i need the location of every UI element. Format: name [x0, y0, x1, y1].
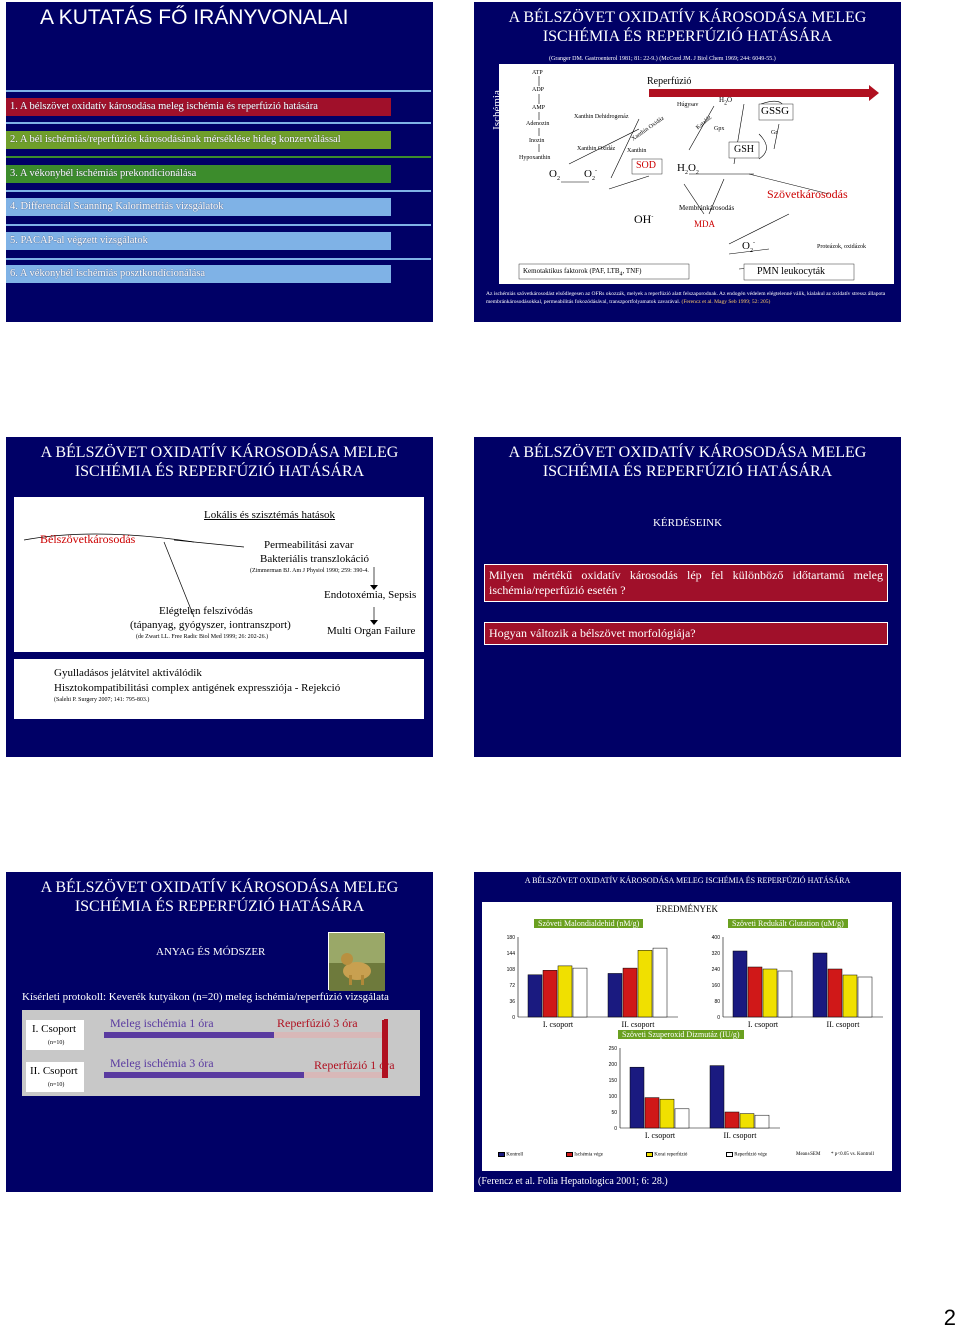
methods-heading: ANYAG ÉS MÓDSZER: [156, 946, 266, 958]
bar-0-1: [813, 953, 827, 1017]
results-panel: [482, 916, 892, 1171]
tick-label: 150: [608, 1078, 617, 1084]
bar-1-1: [623, 968, 637, 1017]
results-heading: EREDMÉNYEK: [482, 902, 892, 916]
mda-chart: [492, 931, 682, 1031]
topic-1: 1. A bélszövet oxidatív károsodása meleg ischémia és reperfúzió hatására: [6, 98, 391, 116]
slide-title-line1: A BÉLSZÖVET OXIDATÍV KÁROSODÁSA MELEG: [508, 9, 867, 26]
sod-chart: [594, 1042, 784, 1142]
g1-ischemia-bar: [104, 1032, 274, 1038]
bar-3-0: [573, 968, 587, 1017]
dezwart-ref: (de Zwart LL. Free Radic Biol Med 1999; 26: 202-26.): [136, 634, 269, 640]
gr-label: Gr: [771, 130, 778, 136]
group-1-box: [26, 1020, 84, 1050]
group-2-n: (n=10): [48, 1082, 65, 1088]
results-reference: (Ferencz et al. Folia Hepatologica 2001; 6: 28.): [478, 1176, 668, 1187]
explanation-text: Az ischémiás szövetkárosodást elsődlegesen az OFRs okozzák, melyek a reperfúzió alatt felszaporodnak. Az endogén védelem elégtelenné válik, kialakul az oxidatív stressz állapota membránkárosodásokkal, permeabilitás fokozódásával, transzportfolyamatok zavarával. (Ferencz et al. Magy Seb 1999; 52: 205): [486, 291, 886, 305]
xdh-label: Xanthin Dehidrogenáz: [574, 114, 629, 120]
superoxide-label: $O_2^-$: [584, 168, 597, 183]
adenosine-label: Adenozin: [526, 121, 550, 127]
arrow-icon: [609, 176, 649, 189]
group-1-label: I. Csoport: [32, 1023, 76, 1035]
water-label: $H_2O$: [719, 96, 733, 107]
bar-0-1: [608, 973, 622, 1017]
dog-icon: [329, 933, 385, 991]
g2-ischemia-label: Meleg ischémia 3 óra: [110, 1056, 214, 1070]
slide-questions: [474, 437, 901, 757]
category-label: II. csoport: [723, 1131, 757, 1140]
group-2-box: [26, 1062, 84, 1092]
slide-title-line1: A BÉLSZÖVET OXIDATÍV KÁROSODÁSA MELEG: [40, 444, 399, 461]
group-1-n: (n=10): [48, 1040, 65, 1046]
slide-title-line2: ISCHÉMIA ÉS REPERFÚZIÓ HATÁSÁRA: [74, 898, 365, 915]
category-label: I. csoport: [644, 1131, 676, 1140]
tick-label: 72: [509, 983, 515, 989]
divider: [6, 224, 431, 226]
chemotactic-label: Kemotaktikus faktorok (PAF, $LTB_4$, TNF): [523, 267, 642, 278]
slide-title: A KUTATÁS FŐ IRÁNYVONALAI: [40, 6, 349, 29]
inflammation-label: Gyulladásos jelátvitel aktiválódik: [54, 667, 202, 679]
g1-ischemia-label: Meleg ischémia 1 óra: [110, 1016, 214, 1030]
ischemia-label: Ischémia: [490, 90, 503, 130]
references: (Granger DM. Gastroenterol 1981; 81: 22-9.) (McCord JM. J Biol Chem 1969; 244: 6049-55.): [549, 56, 776, 62]
slide-oxidative-mechanism: [474, 2, 901, 322]
protocol-text: Kísérleti protokoll: Keverék kutyákon (n=20) meleg ischémia/reperfúzió vizsgálata: [22, 991, 389, 1003]
adp-label: ADP: [532, 87, 545, 93]
gpx-label: Gpx: [714, 126, 725, 132]
tick-label: 200: [608, 1062, 617, 1068]
mda-label: MDA: [694, 219, 716, 229]
g1-reperfusion-bar: [274, 1032, 384, 1038]
tick-label: 320: [711, 951, 720, 957]
bar-3-0: [675, 1109, 689, 1128]
translocation-label: Bakteriális transzlokáció: [260, 553, 370, 565]
sod-label: SOD: [636, 160, 657, 171]
slide-research-directions: [6, 2, 433, 322]
divider: [6, 90, 431, 92]
uric-acid-label: Húgysav: [677, 102, 699, 108]
divider: [6, 258, 431, 260]
bar-1-0: [543, 970, 557, 1017]
divider: [6, 156, 431, 158]
topic-2: 2. A bél ischémiás/reperfúziós károsodásának mérséklése hideg konzerválással: [6, 131, 391, 149]
page-number: 2: [943, 1305, 956, 1330]
inflammation-box: [14, 659, 424, 719]
bar-2-1: [843, 975, 857, 1017]
bar-1-0: [748, 967, 762, 1017]
bar-2-1: [638, 950, 652, 1017]
tick-label: 80: [714, 999, 720, 1005]
g1-reperfusion-label: Reperfúzió 3 óra: [277, 1016, 358, 1030]
oxygen-label: $O_2$: [549, 168, 560, 183]
intestinal-damage-label: Bélszövetkárosodás: [40, 532, 136, 546]
category-label: I. csoport: [542, 1020, 574, 1029]
topic-3: 3. A vékonybél ischémiás prekondícionálása: [6, 165, 391, 183]
proteases-label: Proteázok, oxidázok: [817, 244, 866, 250]
tick-label: 160: [711, 983, 720, 989]
effects-diagram: [14, 497, 424, 652]
bar-0-0: [733, 951, 747, 1017]
mda-chart-title: Szöveti Malondialdehid (nM/g): [534, 919, 643, 928]
question-1: Milyen mértékű oxidatív károsodás lép fel különböző időtartamú meleg ischémia/reperfúzió esetén ?: [484, 564, 888, 602]
membrane-damage-label: Membránkárosodás: [679, 204, 735, 212]
tick-label: 180: [506, 935, 515, 941]
tick-label: 108: [506, 967, 515, 973]
hydrogen-peroxide-label: $H_2O_2$: [677, 162, 699, 177]
arrow-icon: [729, 214, 789, 244]
hydroxyl-label: OH-: [634, 212, 654, 226]
tick-label: 400: [711, 935, 720, 941]
slide-title-line1: A BÉLSZÖVET OXIDATÍV KÁROSODÁSA MELEG: [508, 444, 867, 461]
chart-legend: [496, 1152, 888, 1162]
endotoxemia-label: Endotoxémia, Sepsis: [324, 589, 417, 601]
bar-3-1: [858, 977, 872, 1017]
slide-title-line1: A BÉLSZÖVET OXIDATÍV KÁROSODÁSA MELEG: [40, 879, 399, 896]
bar-2-1: [740, 1114, 754, 1128]
topic-4: 4. Differenciál Scanning Kalorimetriás vizsgálatok: [6, 198, 391, 216]
category-label: II. csoport: [621, 1020, 655, 1029]
slide-title: A BÉLSZÖVET OXIDATÍV KÁROSODÁSA MELEG ISCHÉMIA ÉS REPERFÚZIÓ HATÁSÁRA: [524, 876, 851, 885]
bar-2-0: [763, 969, 777, 1017]
slide-title-line2: ISCHÉMIA ÉS REPERFÚZIÓ HATÁSÁRA: [542, 463, 833, 480]
bar-3-0: [778, 971, 792, 1017]
malabsorption-label: Elégtelen felszívódás: [159, 605, 253, 617]
g2-ischemia-bar: [104, 1072, 304, 1078]
xanthine-label: Xanthin: [627, 148, 647, 154]
legend-ischemia: Ischémia vége: [566, 1152, 603, 1158]
questions-heading: KÉRDÉSEINK: [652, 517, 723, 529]
arrow-icon: [774, 124, 779, 149]
reperfusion-arrow: [649, 85, 879, 101]
local-systemic-label: Lokális és szisztémás hatások: [204, 509, 336, 521]
tick-label: 240: [711, 967, 720, 973]
bar-3-1: [653, 948, 667, 1017]
dog-photo: [328, 932, 384, 990]
bar-0-0: [528, 975, 542, 1017]
permeability-label: Permeabilitási zavar: [264, 539, 354, 551]
slide-title-line2: ISCHÉMIA ÉS REPERFÚZIÓ HATÁSÁRA: [542, 28, 833, 45]
xo-label: Xanthin Oxidáz: [577, 146, 616, 152]
topic-6: 6. A vékonybél ischémiás posztkondícionálása: [6, 265, 391, 283]
tick-label: 100: [608, 1094, 617, 1100]
mechanism-diagram: [490, 56, 894, 284]
atp-label: ATP: [532, 70, 543, 76]
tick-label: 36: [509, 999, 515, 1005]
tick-label: 50: [611, 1110, 617, 1116]
zimmerman-ref: (Zimmerman BJ. Am J Physiol 1990; 259: 390-4.: [250, 568, 369, 574]
amp-label: AMP: [532, 105, 546, 111]
bar-0-0: [630, 1067, 644, 1128]
hypoxanthine-label: Hypoxanthin: [519, 155, 551, 161]
gsh-label: GSH: [734, 144, 755, 155]
bar-1-1: [725, 1112, 739, 1128]
legend-significance: * p<0.05 vs. Kontroll: [831, 1152, 874, 1157]
slide-results: [474, 872, 901, 1192]
question-2: Hogyan változik a bélszövet morfológiája?: [484, 622, 888, 645]
legend-korai: Korai reperfúzió: [646, 1152, 687, 1158]
tick-label: 0: [512, 1015, 515, 1021]
protocol-diagram: [22, 1010, 420, 1096]
sod-chart-title: Szöveti Szuperoxid Dizmutáz (IU/g): [618, 1030, 744, 1039]
tick-label: 250: [608, 1046, 617, 1052]
legend-vege: Reperfúzió vége: [726, 1152, 767, 1158]
bar-3-1: [755, 1115, 769, 1128]
divider: [6, 190, 431, 192]
bar-1-1: [828, 969, 842, 1017]
xo2-label: Xanthin Oxidáz: [630, 115, 666, 143]
bar-1-0: [645, 1098, 659, 1128]
tick-label: 0: [614, 1126, 617, 1132]
tick-label: 0: [717, 1015, 720, 1021]
slide-methods: [6, 872, 433, 1192]
malabsorption-detail: (tápanyag, gyógyszer, iontranszport): [130, 619, 291, 631]
mof-label: Multi Organ Failure: [327, 625, 416, 637]
bar-0-1: [710, 1066, 724, 1128]
slide-local-systemic-effects: [6, 437, 433, 757]
tick-label: 144: [506, 951, 515, 957]
group-2-label: II. Csoport: [30, 1065, 78, 1077]
bar-2-0: [558, 966, 572, 1017]
gsh-chart-title: Szöveti Redukált Glutation (uM/g): [728, 919, 848, 928]
category-label: I. csoport: [747, 1020, 779, 1029]
catalase-label: Kataláz: [695, 114, 714, 132]
mhc-label: Hisztokompatibilitási complex antigének expressziója - Rejekció: [54, 682, 341, 694]
topic-5: 5. PACAP-al végzett vizsgálatok: [6, 232, 391, 250]
salehi-ref: (Salehi P. Surgery 2007; 141: 795-803.): [54, 697, 150, 703]
g2-reperfusion-label: Reperfúzió 1 óra: [314, 1058, 395, 1072]
arrow-icon: [759, 134, 767, 159]
superoxide-b-label: $O_2^-$: [742, 240, 755, 255]
legend-kontroll: Kontroll: [498, 1152, 523, 1158]
bar-2-0: [660, 1099, 674, 1128]
inosine-label: Inozin: [529, 138, 545, 144]
gsh-chart: [697, 931, 887, 1031]
divider: [6, 122, 431, 124]
gssg-label: GSSG: [761, 105, 790, 117]
legend-mean-sem: Mean±SEM: [796, 1152, 821, 1157]
reperfusion-label: Reperfúzió: [647, 76, 692, 87]
pmn-label: PMN leukocyták: [757, 266, 826, 277]
tissue-damage-label: Szövetkárosodás: [767, 187, 848, 201]
slide-title-line2: ISCHÉMIA ÉS REPERFÚZIÓ HATÁSÁRA: [74, 463, 365, 480]
category-label: II. csoport: [826, 1020, 860, 1029]
